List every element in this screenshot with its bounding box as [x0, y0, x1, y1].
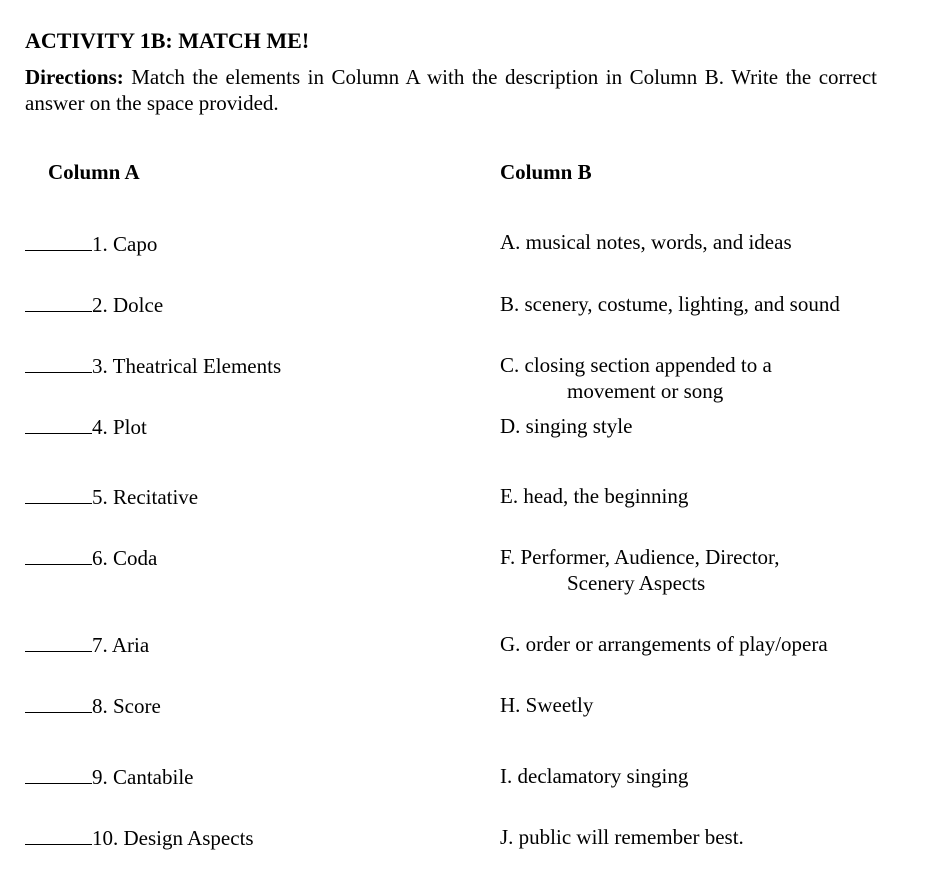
column-b-item	[500, 413, 920, 439]
answer-blank[interactable]	[25, 544, 92, 565]
column-a-item-label: 7. Aria	[92, 633, 150, 657]
answer-blank[interactable]	[25, 483, 92, 504]
column-a-item	[25, 824, 254, 851]
column-a-item	[25, 413, 147, 440]
column-b-item	[500, 352, 920, 404]
column-a-item-label: 5. Recitative	[92, 485, 199, 509]
answer-blank[interactable]	[25, 692, 92, 713]
answer-blank[interactable]	[25, 291, 92, 312]
directions	[25, 64, 877, 116]
column-b-item-text: E. head, the beginning	[500, 484, 689, 508]
column-b-item	[500, 692, 920, 718]
column-a-item-label: 4. Plot	[92, 415, 147, 439]
column-a-item	[25, 692, 161, 719]
column-b-item-text: I. declamatory singing	[500, 764, 689, 788]
answer-blank[interactable]	[25, 824, 92, 845]
answer-blank[interactable]	[25, 763, 92, 784]
column-b-item-text: F. Performer, Audience, Director,	[500, 545, 780, 569]
column-a-header: Column A	[48, 160, 140, 184]
column-b-item-text: C. closing section appended to a	[500, 353, 772, 377]
column-b-item	[500, 824, 920, 850]
column-b-item-continuation: Scenery Aspects	[567, 571, 706, 595]
column-a-item	[25, 352, 281, 379]
column-b-item	[500, 291, 920, 317]
column-b-item	[500, 544, 920, 596]
column-a-item-label: 6. Coda	[92, 546, 158, 570]
column-a-item-label: 9. Cantabile	[92, 765, 194, 789]
directions-label: Directions:	[25, 65, 124, 89]
column-b-item-text: D. singing style	[500, 414, 633, 438]
column-b-item	[500, 631, 920, 657]
directions-text: Match the elements in Column A with the description in Column B. Write the correct answer on the space provided.	[25, 65, 877, 115]
column-a-item	[25, 230, 157, 257]
column-a-item-label: 3. Theatrical Elements	[92, 354, 282, 378]
column-a-item-label: 10. Design Aspects	[92, 826, 254, 850]
column-b-item-text: H. Sweetly	[500, 693, 594, 717]
answer-blank[interactable]	[25, 413, 92, 434]
column-a-item-label: 8. Score	[92, 694, 161, 718]
answer-blank[interactable]	[25, 631, 92, 652]
column-b-item	[500, 483, 920, 509]
column-a-item	[25, 291, 163, 318]
column-b-item	[500, 229, 920, 255]
column-a-item	[25, 631, 149, 658]
column-b-item-text: G. order or arrangements of play/opera	[500, 632, 828, 656]
answer-blank[interactable]	[25, 352, 92, 373]
answer-blank[interactable]	[25, 230, 92, 251]
column-a-item-label: 1. Capo	[92, 232, 158, 256]
activity-title: ACTIVITY 1B: MATCH ME!	[25, 28, 310, 53]
column-b-item-text: B. scenery, costume, lighting, and sound	[500, 292, 840, 316]
column-a-item	[25, 763, 193, 790]
column-a-item-label: 2. Dolce	[92, 293, 164, 317]
column-b-item-text: A. musical notes, words, and ideas	[500, 230, 792, 254]
column-b-header: Column B	[500, 160, 592, 184]
column-a-item	[25, 544, 157, 571]
column-b-item-text: J. public will remember best.	[500, 825, 744, 849]
column-b-item	[500, 763, 920, 789]
column-a-item	[25, 483, 198, 510]
column-b-item-continuation: movement or song	[567, 379, 724, 403]
